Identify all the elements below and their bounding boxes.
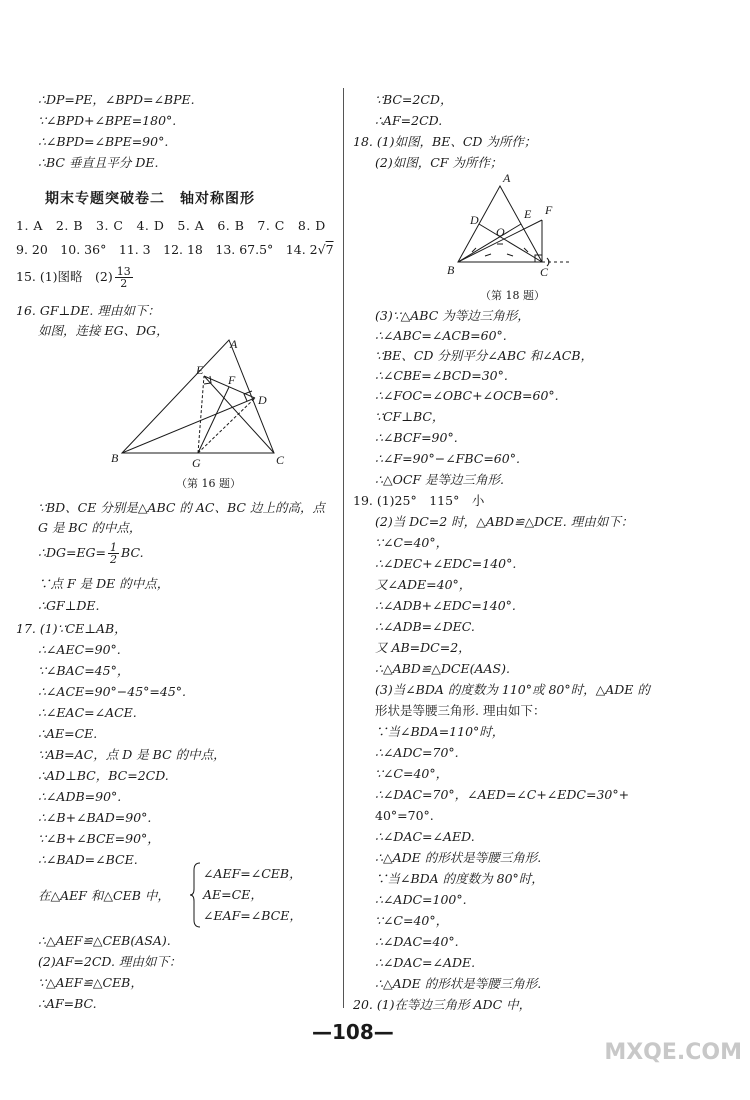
q16-dg-line	[38, 540, 144, 566]
q16-dg-prefix: ∴DG=EG=	[38, 545, 107, 560]
q15-fraction	[115, 266, 133, 289]
answers-row-2	[16, 242, 334, 258]
q19-line: ∴△ABD≌△DCE(AAS).	[375, 661, 510, 676]
answers-row-2-text: 9. 20 10. 36° 11. 3 12. 18 13. 67.5° 14. 2	[16, 242, 318, 257]
fig18-bisector-be	[458, 224, 521, 262]
q17-line: ∴∠BAD=∠BCE.	[38, 852, 138, 867]
fraction-denominator: 2	[110, 553, 118, 566]
q18-line: (3)∵△ABC 为等边三角形，	[375, 308, 530, 323]
q19-line: ∵当∠BDA 的度数为 80°时，	[375, 871, 544, 886]
q17-system-prefix: 在△AEF 和△CEB 中，	[38, 888, 170, 903]
q17-line: ∴∠B+∠BAD=90°.	[38, 810, 152, 825]
q19-line: ∴∠ADC=100°.	[375, 892, 467, 907]
q19-line: 又∠ADE=40°，	[375, 577, 472, 592]
q19-line: ∴∠ADB+∠EDC=140°.	[375, 598, 516, 613]
q19-line: 40°=70°.	[375, 808, 434, 823]
fig18-label-c: C	[540, 265, 549, 279]
q19-line: (2)当 DC=2 时，△ABD≌△DCE. 理由如下：	[375, 514, 634, 529]
section-title: 期末专题突破卷二 轴对称图形	[45, 191, 255, 207]
fig18-label-a: A	[503, 171, 511, 185]
q19-line: ∵∠C=40°，	[375, 913, 449, 928]
fraction-numerator: 13	[116, 265, 131, 278]
q19-line: ∴∠ADC=70°.	[375, 745, 459, 760]
q17-system-line: ∠EAF=∠BCE，	[203, 908, 302, 923]
page-number: —108—	[312, 1020, 394, 1044]
q16-line: ∵BD、CE 分别是△ABC 的 AC、BC 边上的高，点	[38, 500, 325, 515]
fig18-label-f: F	[545, 203, 553, 217]
q19-line: (3)当∠BDA 的度数为 110°或 80°时，△ADE 的	[375, 682, 650, 697]
q17-system-line: AE=CE，	[203, 887, 263, 902]
fig16-label-d: D	[258, 393, 267, 407]
left-brace-icon	[189, 862, 201, 928]
q19-line: ∵∠C=40°，	[375, 535, 449, 550]
q18-line: ∴∠FOC=∠OBC+∠OCB=60°.	[375, 388, 559, 403]
q17-line: ∴∠EAC=∠ACE.	[38, 705, 137, 720]
fig16-segment-dg	[198, 398, 255, 453]
q16-line: 如图，连接 EG、DG，	[38, 323, 169, 338]
figure-18	[445, 168, 645, 283]
q17-line: (2)AF=2CD. 理由如下：	[38, 954, 182, 969]
q19-line: ∵∠C=40°，	[375, 766, 449, 781]
proof-line: ∴BC 垂直且平分 DE.	[38, 155, 159, 170]
q17-line: ∵AB=AC，点 D 是 BC 的中点，	[38, 747, 226, 762]
q18-line: ∴∠ABC=∠ACB=60°.	[375, 328, 507, 343]
q15-prefix: 15. (1)图略 (2)	[16, 269, 113, 284]
watermark: MXQE.COM	[604, 1040, 742, 1065]
q17-line: ∴△AEF≌△CEB(ASA).	[38, 933, 171, 948]
sqrt-icon: √	[317, 242, 326, 257]
proof-line: ∴AF=2CD.	[375, 113, 443, 128]
q18-line: ∵BE、CD 分别平分∠ABC 和∠ACB，	[375, 348, 594, 363]
q18-line: ∴∠CBE=∠BCD=30°.	[375, 368, 508, 383]
q19-line: ∴∠DAC=70°，∠AED=∠C+∠EDC=30°+	[375, 787, 630, 802]
q18-line: 18. (1)如图，BE、CD 为所作；	[353, 134, 537, 149]
proof-line: ∴DP=PE，∠BPD=∠BPE.	[38, 92, 195, 107]
fig18-label-b: B	[447, 263, 455, 277]
q18-line: (2)如图，CF 为所作；	[375, 155, 503, 170]
q19-line: 又 AB=DC=2，	[375, 640, 471, 655]
q19-line: ∴△ADE 的形状是等腰三角形.	[375, 976, 542, 991]
q16-line: ∵点 F 是 DE 的中点，	[38, 576, 170, 591]
sqrt-radicand: 7	[325, 242, 334, 257]
proof-line: ∵BC=2CD，	[375, 92, 453, 107]
fig16-label-a: A	[230, 337, 238, 351]
q16-line: 16. GF⊥DE. 理由如下：	[16, 303, 160, 318]
proof-line: ∵∠BPD+∠BPE=180°.	[38, 113, 177, 128]
q17-line: ∵∠B+∠BCE=90°，	[38, 831, 160, 846]
q17-line: ∴AE=CE.	[38, 726, 98, 741]
fig16-label-b: B	[111, 451, 119, 465]
column-divider	[343, 88, 344, 1008]
fig16-label-c: C	[276, 453, 285, 467]
q18-line: ∴∠F=90°−∠FBC=60°.	[375, 451, 520, 466]
answers-row-1: 1. A 2. B 3. C 4. D 5. A 6. B 7. C 8. D	[16, 218, 326, 233]
fig18-caption: （第 18 题）	[480, 289, 545, 302]
fig16-label-g: G	[192, 456, 201, 470]
figure-16	[100, 336, 300, 476]
q16-line: G 是 BC 的中点，	[38, 520, 142, 535]
q17-line: ∴AF=BC.	[38, 996, 97, 1011]
q19-line: ∵当∠BDA=110°时，	[375, 724, 505, 739]
q19-line: ∴∠DAC=40°.	[375, 934, 459, 949]
q19-line: ∴∠DAC=∠AED.	[375, 829, 475, 844]
q19-line: ∴∠ADB=∠DEC.	[375, 619, 475, 634]
q17-system-line: ∠AEF=∠CEB，	[203, 866, 302, 881]
q15-line	[16, 264, 135, 290]
q17-line: ∴∠ADB=90°.	[38, 789, 122, 804]
fig16-label-f: F	[228, 373, 236, 387]
q18-line: ∴∠BCF=90°.	[375, 430, 458, 445]
q16-line: ∴GF⊥DE.	[38, 598, 100, 613]
fig18-label-e: E	[524, 207, 532, 221]
q17-line: ∴AD⊥BC，BC=2CD.	[38, 768, 169, 783]
q17-line: ∵∠BAC=45°，	[38, 663, 130, 678]
q16-fraction	[108, 542, 119, 565]
q19-line: ∴△ADE 的形状是等腰三角形.	[375, 850, 542, 865]
q17-line: ∵△AEF≌△CEB，	[38, 975, 143, 990]
fig16-label-e: E	[196, 363, 204, 377]
q20-line: 20. (1)在等边三角形 ADC 中，	[353, 997, 532, 1012]
fraction-denominator: 2	[120, 277, 128, 290]
q19-line: 19. (1)25° 115° 小	[353, 493, 485, 508]
q18-line: ∴△OCF 是等边三角形.	[375, 472, 504, 487]
q19-line: ∴∠DAC=∠ADE.	[375, 955, 476, 970]
q17-line: 17. (1)∵CE⊥AB，	[16, 621, 127, 636]
q18-line: ∵CF⊥BC，	[375, 409, 445, 424]
q19-line: 形状是等腰三角形. 理由如下：	[375, 703, 546, 718]
fig18-label-d: D	[470, 213, 479, 227]
fig18-bisector-cd	[479, 224, 542, 262]
q16-dg-suffix: BC.	[121, 545, 144, 560]
fig16-caption: （第 16 题）	[176, 477, 241, 490]
q17-line: ∴∠AEC=90°.	[38, 642, 121, 657]
fig18-label-o: O	[496, 225, 505, 239]
fraction-numerator: 1	[110, 541, 118, 554]
fig16-altitude-bd	[122, 398, 255, 453]
q17-line: ∴∠ACE=90°−45°=45°.	[38, 684, 187, 699]
q19-line: ∴∠DEC+∠EDC=140°.	[375, 556, 517, 571]
proof-line: ∴∠BPD=∠BPE=90°.	[38, 134, 169, 149]
